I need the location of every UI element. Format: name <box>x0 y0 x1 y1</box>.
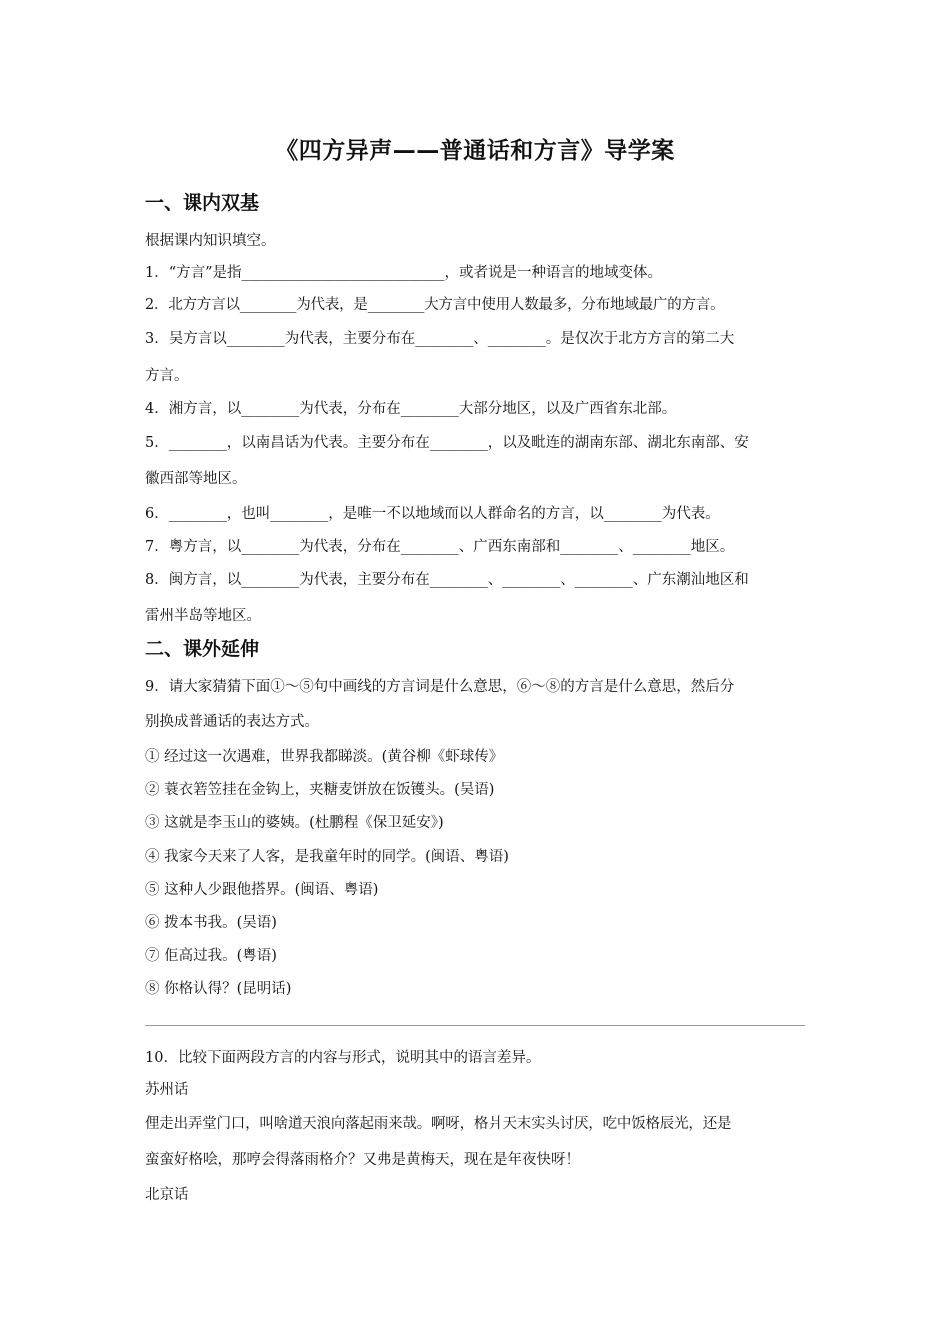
question-10: 10．比较下面两段方言的内容与形式，说明其中的语言差异。 <box>145 1050 541 1066</box>
list-item: ③ 这就是李玉山的婆姨。(杜鹏程《保卫延安》) <box>145 815 444 831</box>
list-item: ① 经过这一次遇难，世界我都睇淡。(黄谷柳《虾球传》 <box>145 749 504 765</box>
question-3-line-2: 方言。 <box>145 368 189 384</box>
question-4: 4．湘方言，以________为代表，分布在________大部分地区，以及广西省东北部。 <box>145 401 677 417</box>
answer-divider <box>145 1025 805 1026</box>
instruction-text: 根据课内知识填空。 <box>145 233 276 249</box>
question-9-line-1: 9．请大家猜猜下面①～⑤句中画线的方言词是什么意思，⑥～⑧的方言是什么意思，然后分 <box>145 679 735 695</box>
section-heading-2: 二、课外延伸 <box>145 638 260 660</box>
question-8-line-1: 8．闽方言，以________为代表，主要分布在________、________、________、广东潮汕地区和 <box>145 572 749 588</box>
list-item: ⑥ 拨本书我。(吴语) <box>145 915 277 931</box>
suzhou-passage-line-2: 蛮蛮好格哙，那哼会得落雨格介？又弗是黄梅天，现在是年夜快呀！ <box>145 1152 580 1168</box>
page-title: 《四方异声——普通话和方言》导学案 <box>275 138 675 164</box>
list-item: ④ 我家今天来了人客，是我童年时的同学。(闽语、粤语) <box>145 849 509 865</box>
question-5-line-1: 5．________，以南昌话为代表。主要分布在________，以及毗连的湖南东部、湖北东南部、安 <box>145 435 749 451</box>
dialect-label-beijing: 北京话 <box>145 1187 189 1203</box>
question-2: 2．北方方言以________为代表，是________大方言中使用人数最多，分布地域最广的方言。 <box>145 297 725 313</box>
section-heading-1: 一、课内双基 <box>145 192 260 214</box>
question-9-line-2: 别换成普通话的表达方式。 <box>145 714 319 730</box>
question-1: 1．“方言”是指____________________________，或者说是一种语言的地域变体。 <box>145 265 663 281</box>
list-item: ⑧ 你格认得？(昆明话) <box>145 981 292 997</box>
list-item: ② 蓑衣箬笠挂在金钩上，夹糖麦饼放在饭镬头。(吴语) <box>145 782 495 798</box>
question-7: 7．粤方言，以________为代表，分布在________、广西东南部和________、________地区。 <box>145 539 735 555</box>
question-6: 6．________，也叫________，是唯一不以地域而以人群命名的方言，以________为代表。 <box>145 506 720 522</box>
dialect-label-suzhou: 苏州话 <box>145 1082 189 1098</box>
question-8-line-2: 雷州半岛等地区。 <box>145 608 261 624</box>
suzhou-passage-line-1: 俚走出弄堂门口，叫啥道天浪向落起雨来哉。啊呀，格爿天末实头讨厌，吃中饭格辰光，还是 <box>145 1116 732 1132</box>
list-item: ⑦ 佢高过我。(粤语) <box>145 948 277 964</box>
question-5-line-2: 徽西部等地区。 <box>145 471 247 487</box>
question-3-line-1: 3．吴方言以________为代表，主要分布在________、________。是仅次于北方方言的第二大 <box>145 331 735 347</box>
list-item: ⑤ 这种人少跟他搭界。(闽语、粤语) <box>145 882 379 898</box>
